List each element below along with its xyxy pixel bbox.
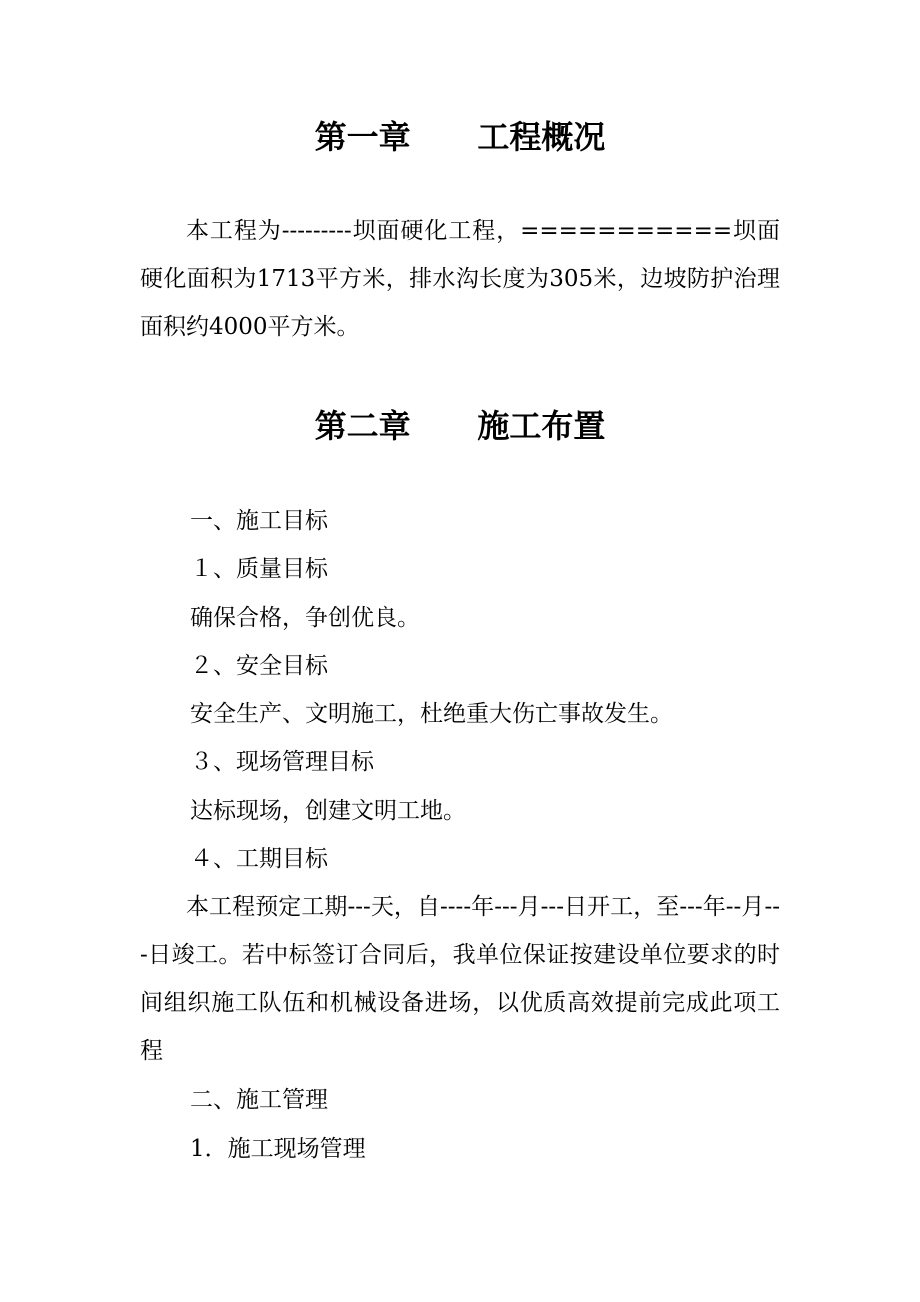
sub-heading-site-management: 1．施工现场管理: [190, 1136, 366, 1162]
goal-heading-schedule: ４、工期目标: [190, 846, 328, 872]
goal-heading-quality: １、质量目标: [190, 556, 328, 582]
project-overview-paragraph: 本工程为---------坝面硬化工程，===========坝面硬化面积为1713平方米，排水沟长度为305米，边坡防护治理面积约4000平方米。: [140, 218, 780, 340]
chapter-2-title: 第二章 施工布置: [314, 407, 606, 445]
goal-text-safety: 安全生产、文明施工，杜绝重大伤亡事故发生。: [190, 701, 673, 727]
goal-heading-site-management: ３、现场管理目标: [190, 749, 374, 775]
section-heading-construction-management: 二、施工管理: [190, 1087, 328, 1113]
goal-text-quality: 确保合格，争创优良。: [190, 605, 420, 631]
goal-text-site-management: 达标现场，创建文明工地。: [190, 798, 466, 824]
goal-text-schedule: 本工程预定工期---天，自----年---月---日开工，至---年--月---日竣工。若中标签订合同后，我单位保证按建设单位要求的时间组织施工队伍和机械设备进场，以优质高效提前完成此项工程: [140, 894, 780, 1064]
goal-heading-safety: ２、安全目标: [190, 653, 328, 679]
chapter-1-title: 第一章 工程概况: [314, 118, 606, 156]
section-heading-construction-goals: 一、施工目标: [190, 508, 328, 534]
